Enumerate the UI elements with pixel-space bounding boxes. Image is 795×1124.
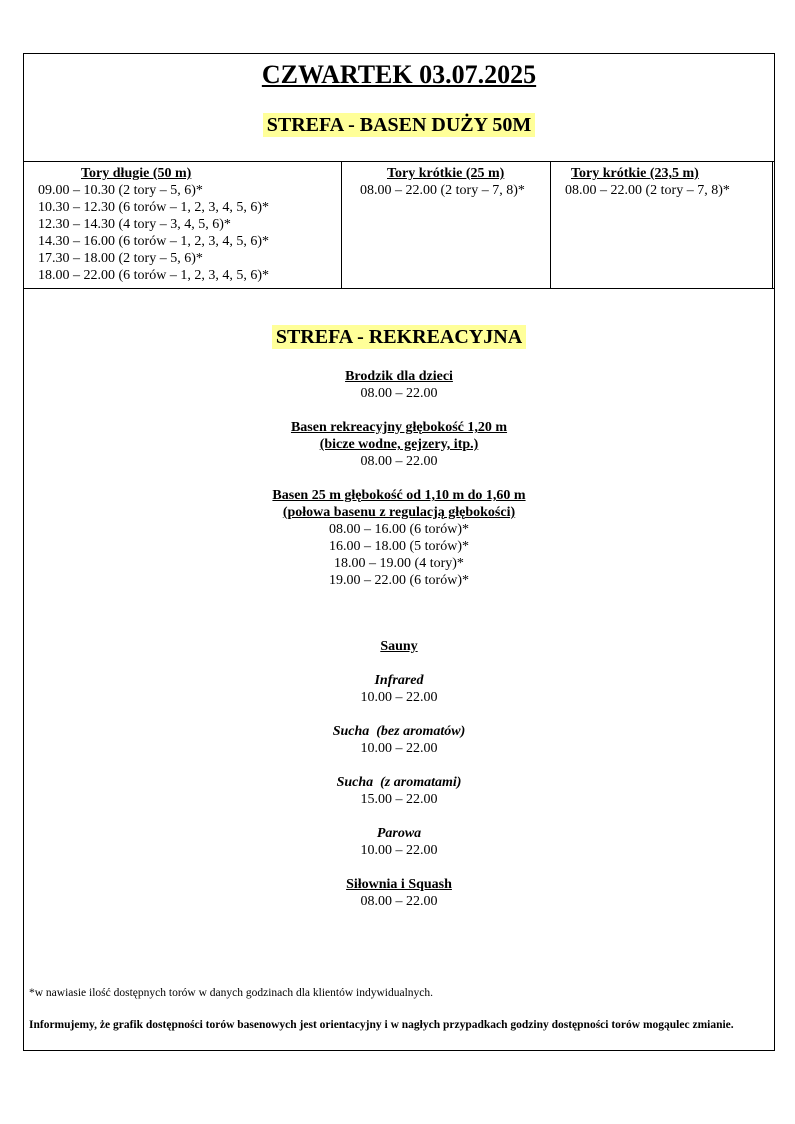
silownia-hours: 08.00 – 22.00: [360, 894, 438, 909]
schedule-row: 12.30 – 14.30 (4 tory – 3, 4, 5, 6)*: [38, 217, 231, 232]
page-title: CZWARTEK 03.07.2025: [261, 60, 537, 89]
infrared-block: [24, 672, 774, 706]
info-note: Informujemy, że grafik dostępności torów basenowych jest orientacyjny i w nagłych przypadkach godziny dostępności torów mogąulec zmianie.: [29, 1019, 734, 1031]
silownia-name: Siłownia i Squash: [346, 877, 452, 892]
rekreacyjny-block: [24, 419, 774, 470]
schedule-row: 19.00 – 22.00 (6 torów)*: [329, 573, 469, 588]
sucha-bez-name: Sucha (bez aromatów): [332, 724, 466, 739]
schedule-row: 18.00 – 19.00 (4 tory)*: [334, 556, 464, 571]
zone-rekreacyjna: [24, 326, 774, 349]
column-heading: Tory krótkie (23,5 m): [571, 166, 699, 181]
schedule-row: 10.30 – 12.30 (6 torów – 1, 2, 3, 4, 5, 6)*: [38, 200, 269, 215]
lanes-table: [24, 161, 774, 289]
basen25-block: [24, 487, 774, 589]
lanes-column-short-23-5: [550, 162, 773, 288]
parowa-block: [24, 825, 774, 859]
page-frame: [23, 53, 775, 1051]
brodzik-name: Brodzik dla dzieci: [345, 369, 453, 384]
basen25-name: Basen 25 m głębokość od 1,10 m do 1,60 m: [272, 488, 526, 503]
schedule-row: 08.00 – 22.00 (2 tory – 7, 8)*: [565, 183, 730, 198]
parowa-name: Parowa: [376, 826, 422, 841]
schedule-row: 18.00 – 22.00 (6 torów – 1, 2, 3, 4, 5, 6)*: [38, 268, 269, 283]
sucha-bez-hours: 10.00 – 22.00: [360, 741, 438, 756]
schedule-row: 17.30 – 18.00 (2 tory – 5, 6)*: [38, 251, 203, 266]
silownia-block: [24, 876, 774, 910]
rekreacyjny-name: Basen rekreacyjny głębokość 1,20 m: [290, 420, 508, 435]
schedule-row: 14.30 – 16.00 (6 torów – 1, 2, 3, 4, 5, 6)*: [38, 234, 269, 249]
sucha-z-block: [24, 774, 774, 808]
lanes-column-short-25: [341, 162, 551, 288]
parowa-hours: 10.00 – 22.00: [360, 843, 438, 858]
sucha-bez-block: [24, 723, 774, 757]
schedule-row: 08.00 – 22.00 (2 tory – 7, 8)*: [360, 183, 525, 198]
zone-basen-duzy: [24, 114, 774, 137]
column-heading: Tory długie (50 m): [81, 166, 192, 181]
sucha-z-name: Sucha (z aromatami): [336, 775, 462, 790]
zone-basen-duzy-title: STREFA - BASEN DUŻY 50M: [263, 113, 535, 137]
infrared-name: Infrared: [374, 673, 424, 688]
basen25-sub: (połowa basenu z regulacją głębokości): [282, 505, 516, 520]
infrared-hours: 10.00 – 22.00: [360, 690, 438, 705]
footnote: *w nawiasie ilość dostępnych torów w danych godzinach dla klientów indywidualnych.: [29, 987, 434, 999]
schedule-row: 08.00 – 16.00 (6 torów)*: [329, 522, 469, 537]
rekreacyjny-hours: 08.00 – 22.00: [360, 454, 438, 469]
zone-rekreacyjna-title: STREFA - REKREACYJNA: [272, 325, 526, 349]
column-heading: Tory krótkie (25 m): [387, 166, 505, 181]
brodzik-block: [24, 368, 774, 402]
sauny-schedule: [24, 638, 774, 927]
recreation-schedule: [24, 368, 774, 606]
sauny-title: Sauny: [380, 639, 418, 654]
lanes-column-long: [24, 162, 342, 288]
schedule-row: 09.00 – 10.30 (2 tory – 5, 6)*: [38, 183, 203, 198]
brodzik-hours: 08.00 – 22.00: [360, 386, 438, 401]
rekreacyjny-sub: (bicze wodne, gejzery, itp.): [319, 437, 479, 452]
schedule-row: 16.00 – 18.00 (5 torów)*: [329, 539, 469, 554]
sucha-z-hours: 15.00 – 22.00: [360, 792, 438, 807]
